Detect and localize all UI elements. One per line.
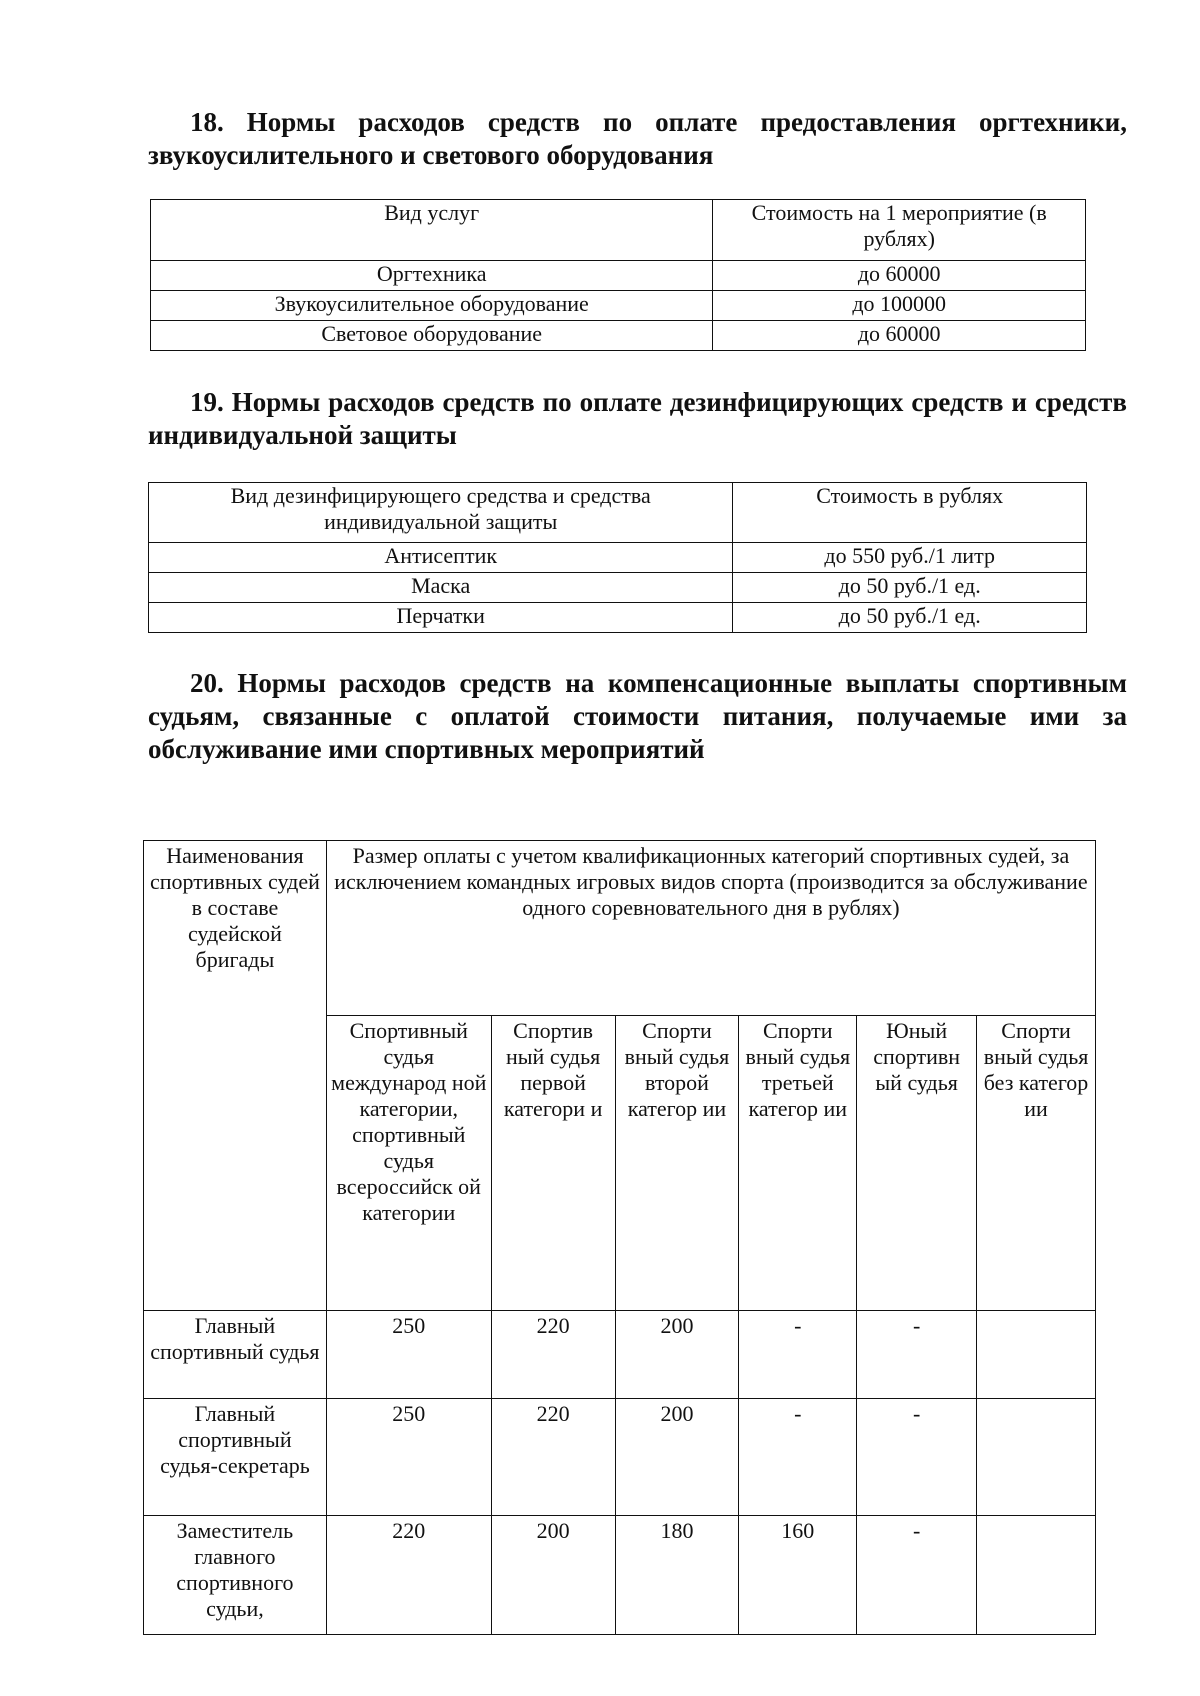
column-header: Стоимость на 1 мероприятие (в рублях) [713, 200, 1086, 261]
table-header-row [151, 200, 1086, 261]
table-row [144, 1516, 1096, 1635]
table-cell: 200 [491, 1516, 615, 1635]
table-cell: 200 [615, 1311, 739, 1399]
table-row [151, 261, 1086, 291]
section-19-title: 19. Нормы расходов средств по оплате дезинфицирующих средств и средств индивидуальной защиты [148, 387, 1127, 450]
section-18-table [150, 199, 1086, 351]
table-cell: до 50 руб./1 ед. [733, 603, 1087, 633]
table-row [149, 573, 1087, 603]
table-row [149, 603, 1087, 633]
table-cell: Маска [149, 573, 733, 603]
table-cell [977, 1399, 1096, 1516]
table-cell: 250 [326, 1311, 491, 1399]
table-cell: Перчатки [149, 603, 733, 633]
row-label: Главный спортивный судья-секретарь [144, 1399, 327, 1516]
row-label: Заместитель главного спортивного судьи, [144, 1516, 327, 1635]
column-header: Вид дезинфицирующего средства и средства индивидуальной защиты [149, 483, 733, 543]
section-20-title: 20. Нормы расходов средств на компенсационные выплаты спортивным судьям, связанные с оплатой стоимости питания, получаемые ими за обслуживание ими спортивных мероприятий [148, 668, 1127, 764]
table-cell: Световое оборудование [151, 321, 713, 351]
column-header-judge-name: Наименования спортивных судей в составе судейской бригады [144, 841, 327, 1311]
column-header: Вид услуг [151, 200, 713, 261]
row-label: Главный спортивный судья [144, 1311, 327, 1399]
table-cell: до 60000 [713, 321, 1086, 351]
column-subheader: Спорти вный судья третьей категор ии [739, 1016, 857, 1311]
table-header-row [149, 483, 1087, 543]
table-cell: - [739, 1399, 857, 1516]
column-subheader: Спорти вный судья второй категор ии [615, 1016, 739, 1311]
column-subheader: Юный спортивн ый судья [857, 1016, 977, 1311]
table-row [151, 321, 1086, 351]
table-cell: Звукоусилительное оборудование [151, 291, 713, 321]
table-cell: - [857, 1311, 977, 1399]
column-header: Стоимость в рублях [733, 483, 1087, 543]
table-cell: 220 [491, 1399, 615, 1516]
table-cell: до 60000 [713, 261, 1086, 291]
table-cell: 200 [615, 1399, 739, 1516]
column-subheader: Спортивный судья международ ной категории, спортивный судья всероссийск ой категории [326, 1016, 491, 1311]
column-header-payment-group: Размер оплаты с учетом квалификационных категорий спортивных судей, за исключением командных игровых видов спорта (производится за обслуживание одного соревновательного дня в рублях) [326, 841, 1095, 1016]
table-cell: до 550 руб./1 литр [733, 543, 1087, 573]
section-20-table [143, 840, 1096, 1635]
column-subheader: Спорти вный судья без категор ии [977, 1016, 1096, 1311]
column-subheader: Спортив ный судья первой категори и [491, 1016, 615, 1311]
table-cell: до 100000 [713, 291, 1086, 321]
section-19-table [148, 482, 1087, 633]
table-cell: до 50 руб./1 ед. [733, 573, 1087, 603]
table-cell: Антисептик [149, 543, 733, 573]
table-row [144, 1399, 1096, 1516]
table-cell: Оргтехника [151, 261, 713, 291]
table-cell: 250 [326, 1399, 491, 1516]
table-cell: 180 [615, 1516, 739, 1635]
table-row [144, 1311, 1096, 1399]
table-row [151, 291, 1086, 321]
table-cell: - [857, 1516, 977, 1635]
table-cell [977, 1311, 1096, 1399]
table-cell: - [857, 1399, 977, 1516]
table-cell: 160 [739, 1516, 857, 1635]
table-cell: 220 [491, 1311, 615, 1399]
table-cell: 220 [326, 1516, 491, 1635]
table-cell: - [739, 1311, 857, 1399]
table-header-row [144, 841, 1096, 1016]
table-cell [977, 1516, 1096, 1635]
table-row [149, 543, 1087, 573]
section-18-title: 18. Нормы расходов средств по оплате предоставления оргтехники, звукоусилительного и светового оборудования [148, 107, 1127, 170]
